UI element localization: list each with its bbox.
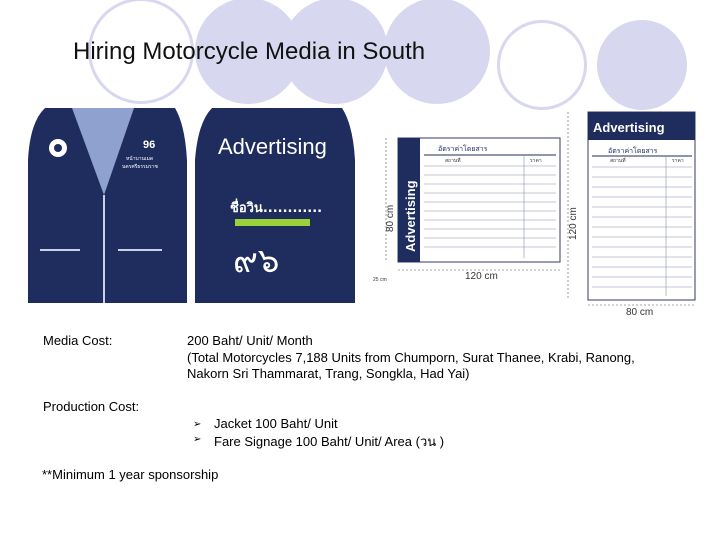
production-cost-label: Production Cost:	[43, 399, 140, 414]
svg-text:ราคา: ราคา	[672, 158, 684, 164]
sponsorship-note: **Minimum 1 year sponsorship	[42, 467, 219, 482]
small-fare-sign-image	[373, 138, 560, 283]
production-cost-item-signage: Fare Signage 100 Baht/ Unit/ Area (วน )	[214, 434, 445, 449]
svg-text:120 cm: 120 cm	[465, 271, 498, 282]
bullet-arrow-icon: ➢	[193, 434, 202, 445]
decor-circle-6	[597, 20, 687, 110]
svg-text:ชื่อวิน............: ชื่อวิน............	[230, 201, 323, 216]
svg-text:อัตราค่าโดยสาร: อัตราค่าโดยสาร	[438, 145, 488, 153]
svg-text:Advertising: Advertising	[403, 180, 418, 252]
svg-text:นครศรีธรรมราช: นครศรีธรรมราช	[122, 164, 158, 170]
svg-text:80 cm: 80 cm	[626, 307, 654, 318]
svg-text:๙๖: ๙๖	[233, 241, 280, 281]
bullet-arrow-icon: ➢	[193, 419, 202, 430]
product-photo	[0, 100, 720, 325]
svg-text:96: 96	[143, 139, 156, 151]
back-vest-image	[195, 108, 355, 303]
media-cost-line-1: 200 Baht/ Unit/ Month	[187, 333, 313, 348]
svg-text:25 cm: 25 cm	[373, 277, 387, 283]
page-title: Hiring Motorcycle Media in South	[73, 38, 426, 65]
media-cost-line-3: Nakorn Sri Thammarat, Trang, Songkla, Had Yai)	[187, 366, 470, 381]
svg-text:หน้าบานเมด: หน้าบานเมด	[126, 156, 154, 162]
media-cost-line-2: (Total Motorcycles 7,188 Units from Chumporn, Surat Thanee, Krabi, Ranong,	[187, 350, 635, 365]
svg-text:80 cm: 80 cm	[385, 204, 396, 232]
svg-text:สถานที่: สถานที่	[610, 158, 626, 164]
svg-text:สถานที่: สถานที่	[445, 158, 461, 164]
production-cost-item-jacket: Jacket 100 Baht/ Unit	[214, 416, 338, 431]
svg-text:อัตราค่าโดยสาร: อัตราค่าโดยสาร	[608, 147, 658, 155]
svg-text:120 cm: 120 cm	[568, 207, 579, 240]
svg-text:ราคา: ราคา	[530, 158, 542, 164]
front-vest-image	[28, 108, 187, 303]
svg-text:Advertising: Advertising	[593, 120, 665, 135]
media-cost-label: Media Cost:	[43, 333, 113, 348]
decor-circle-5	[497, 20, 587, 110]
svg-text:Advertising: Advertising	[218, 134, 327, 159]
large-fare-sign-image	[568, 112, 695, 318]
